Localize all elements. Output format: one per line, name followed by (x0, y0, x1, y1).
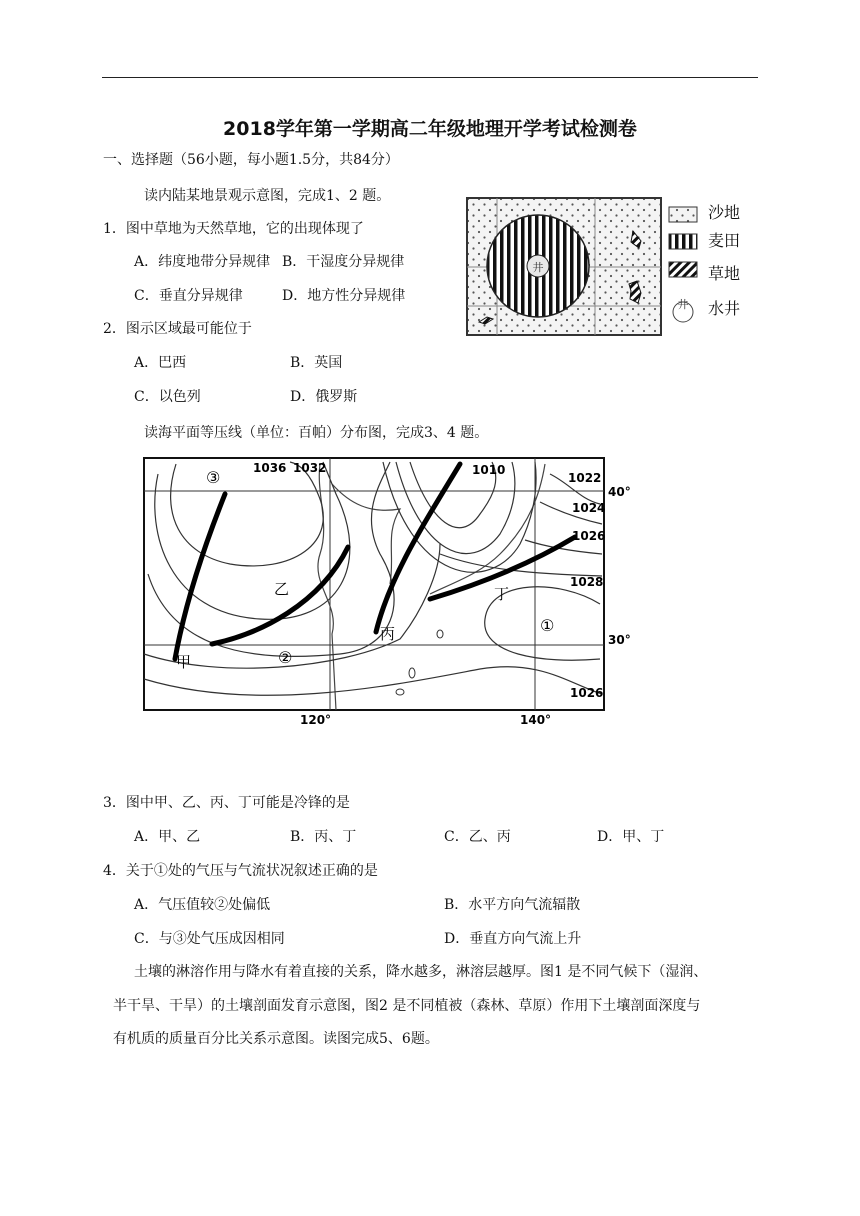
isobar-label: 1026 (570, 686, 604, 700)
isobar-label: 1024 (572, 501, 606, 515)
q4-option-c: C．与③处气压成因相同 (134, 931, 285, 947)
q3-option-a: A．甲、乙 (134, 829, 201, 845)
paragraph-line-2: 半干旱、干旱）的土壤剖面发育示意图，图2 是不同植被（森林、草原）作用下土壤剖面深度与 (113, 998, 701, 1014)
isobar-label: 1028 (570, 575, 604, 589)
lat-label: 30° (608, 633, 631, 647)
q1-option-b: B．干湿度分异规律 (282, 254, 405, 270)
front-label-jia: 甲 (176, 653, 192, 671)
q4-stem: 4．关于①处的气压与气流状况叙述正确的是 (103, 863, 378, 879)
isobar-label: 1022 (568, 471, 602, 485)
isobar-map (140, 454, 640, 734)
q3-stem: 3．图中甲、乙、丙、丁可能是冷锋的是 (103, 795, 350, 811)
intro-q3-4: 读海平面等压线（单位：百帕）分布图，完成3、4 题。 (144, 425, 489, 441)
legend-wheat-swatch (669, 234, 697, 249)
page-title: 2018学年第一学期高二年级地理开学考试检测卷 (223, 118, 637, 140)
isobar-label: 1010 (472, 463, 506, 477)
legend-wheat-label: 麦田 (708, 231, 741, 250)
front-label-yi: 乙 (274, 580, 290, 598)
q2-option-d: D．俄罗斯 (290, 389, 358, 405)
lon-label: 120° (300, 713, 332, 727)
q2-option-b: B．英国 (290, 355, 343, 371)
section-heading: 一、选择题（56小题，每小题1.5分，共84分） (103, 152, 399, 168)
q2-option-c: C．以色列 (134, 389, 201, 405)
marker-1: ① (540, 616, 555, 635)
legend-well-label: 水井 (708, 299, 741, 318)
header-rule (102, 77, 758, 78)
q2-option-a: A．巴西 (134, 355, 187, 371)
marker-2: ② (278, 648, 293, 667)
legend-sand-label: 沙地 (708, 203, 741, 222)
front-label-ding: 丁 (494, 585, 510, 603)
paragraph-line-1: 土壤的淋溶作用与降水有着直接的关系，降水越多，淋溶层越厚。图1 是不同气候下（湿润、 (134, 964, 708, 980)
q1-option-c: C．垂直分异规律 (134, 288, 243, 304)
q3-option-d: D．甲、丁 (597, 829, 665, 845)
paragraph-line-3: 有机质的质量百分比关系示意图。读图完成5、6题。 (113, 1031, 439, 1047)
isobar-label: 1026 (572, 529, 606, 543)
isobar-label: 1032 (293, 461, 327, 475)
marker-3: ③ (206, 468, 221, 487)
lat-label: 40° (608, 485, 631, 499)
q1-option-d: D．地方性分异规律 (282, 288, 406, 304)
intro-q1-2: 读内陆某地景观示意图，完成1、2 题。 (144, 188, 391, 204)
isobar-label: 1036 (253, 461, 287, 475)
q1-option-a: A．纬度地带分异规律 (134, 254, 271, 270)
legend-grass-label: 草地 (708, 264, 741, 283)
q1-stem: 1．图中草地为天然草地，它的出现体现了 (103, 221, 364, 237)
q4-option-d: D．垂直方向气流上升 (444, 931, 582, 947)
lon-label: 140° (520, 713, 552, 727)
q2-stem: 2．图示区域最可能位于 (103, 321, 252, 337)
q3-option-c: C．乙、丙 (444, 829, 511, 845)
q4-option-b: B．水平方向气流辐散 (444, 897, 581, 913)
legend-sand-swatch (669, 207, 697, 222)
q4-option-a: A．气压值较②处偏低 (134, 897, 271, 913)
front-label-bing: 丙 (380, 625, 396, 643)
legend-well-symbol: 井 (677, 298, 689, 311)
legend-grass-swatch (669, 262, 697, 277)
q3-option-b: B．丙、丁 (290, 829, 357, 845)
svg-text:井: 井 (532, 261, 544, 274)
